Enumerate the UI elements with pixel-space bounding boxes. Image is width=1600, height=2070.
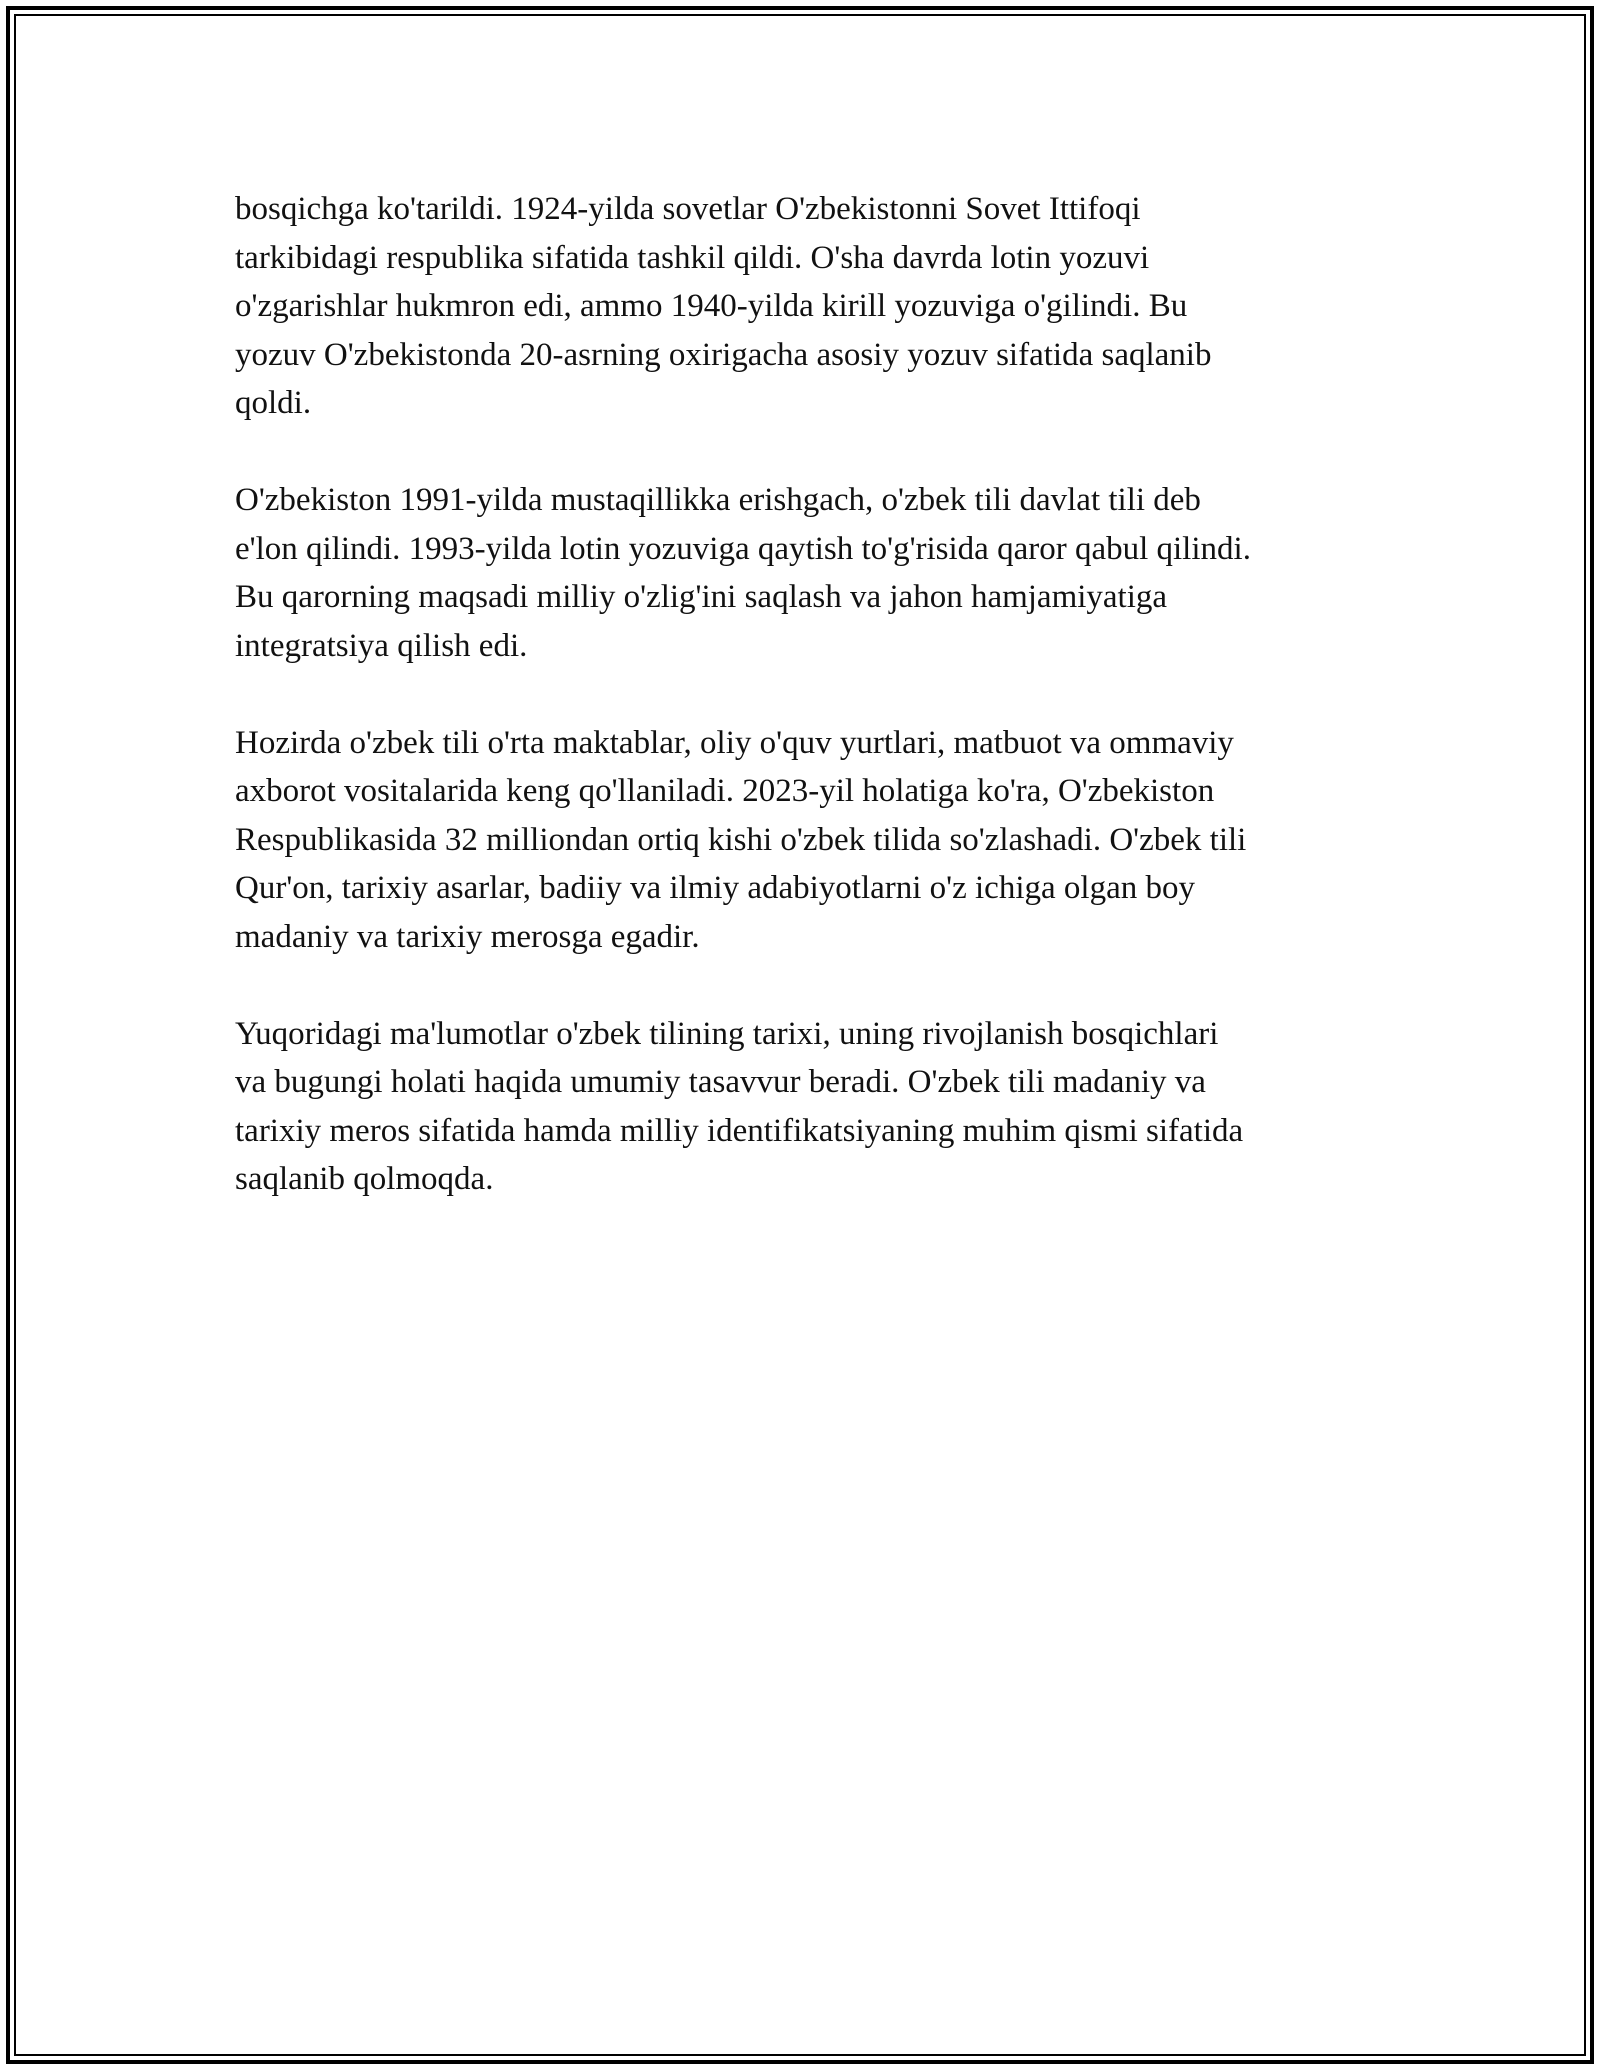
text-line: madaniy va tarixiy merosga egadir.: [235, 918, 700, 955]
text-line: tarkibidagi respublika sifatida tashkil qildi. O'sha davrda lotin yozuvi: [235, 239, 1150, 276]
text-line: yozuv O'zbekistonda 20-asrning oxirigacha asosiy yozuv sifatida saqlanib: [235, 336, 1212, 373]
text-line: e'lon qilindi. 1993-yilda lotin yozuviga qaytish to'g'risida qaror qabul qilindi.: [235, 530, 1251, 567]
paragraph-3: [235, 719, 1395, 962]
document-body: [235, 185, 1395, 1252]
text-line: O'zbekiston 1991-yilda mustaqillikka erishgach, o'zbek tili davlat tili deb: [235, 482, 1201, 518]
paragraph-4: [235, 1010, 1395, 1204]
text-line: va bugungi holati haqida umumiy tasavvur beradi. O'zbek tili madaniy va: [235, 1064, 1206, 1100]
text-line: bosqichga ko'tarildi. 1924-yilda sovetlar O'zbekistonni Sovet Ittifoqi: [235, 191, 1141, 227]
text-line: o'zgarishlar hukmron edi, ammo 1940-yilda kirill yozuviga o'gilindi. Bu: [235, 288, 1188, 324]
text-line: tarixiy meros sifatida hamda milliy identifikatsiyaning muhim qismi sifatida: [235, 1112, 1244, 1149]
text-line: Bu qarorning maqsadi milliy o'zlig'ini saqlash va jahon hamjamiyatiga: [235, 579, 1168, 615]
text-line: Respublikasida 32 milliondan ortiq kishi o'zbek tilida so'zlashadi. O'zbek tili: [235, 821, 1247, 858]
text-line: saqlanib qolmoqda.: [235, 1161, 494, 1197]
text-line: integratsiya qilish edi.: [235, 627, 528, 664]
text-line: Yuqoridagi ma'lumotlar o'zbek tilining tarixi, uning rivojlanish bosqichlari: [235, 1015, 1219, 1052]
paragraph-1: [235, 185, 1395, 428]
paragraph-2: [235, 476, 1395, 670]
text-line: Qur'on, tarixiy asarlar, badiiy va ilmiy adabiyotlarni o'z ichiga olgan boy: [235, 870, 1195, 906]
text-line: Hozirda o'zbek tili o'rta maktablar, oliy o'quv yurtlari, matbuot va ommaviy: [235, 724, 1234, 761]
text-line: axborot vositalarida keng qo'llaniladi. 2023-yil holatiga ko'ra, O'zbekiston: [235, 773, 1215, 809]
text-line: qoldi.: [235, 385, 312, 421]
